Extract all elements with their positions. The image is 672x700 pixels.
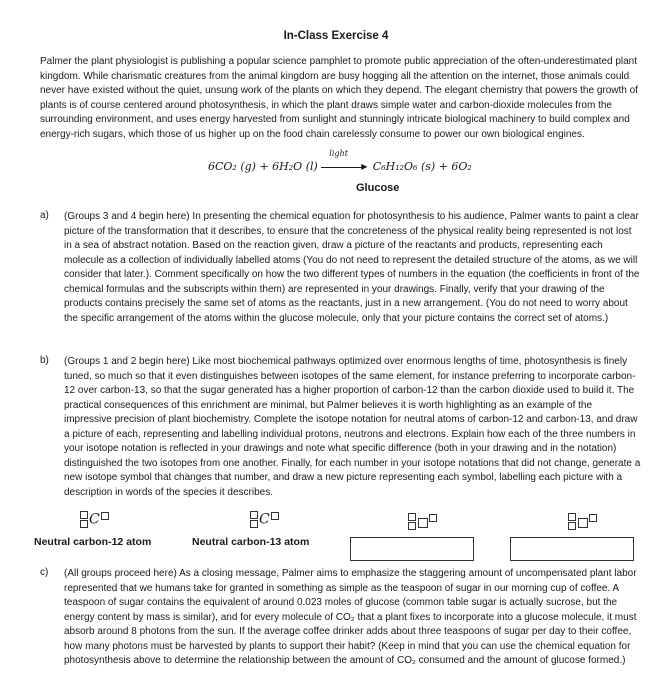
charge-box[interactable] xyxy=(101,512,109,520)
c13-label: Neutral carbon-13 atom xyxy=(192,536,310,548)
element-box[interactable] xyxy=(578,518,588,528)
c12-label: Neutral carbon-12 atom xyxy=(34,536,152,548)
exercise-title: In-Class Exercise 4 xyxy=(283,30,389,42)
charge-box[interactable] xyxy=(271,512,279,520)
glucose-label: Glucose xyxy=(356,182,400,194)
question-b-label: b) xyxy=(40,355,49,366)
atomic-number-box[interactable] xyxy=(568,522,576,530)
mass-number-box[interactable] xyxy=(568,513,576,521)
reaction-arrow-icon: light ▶ xyxy=(321,161,369,173)
atomic-number-box[interactable] xyxy=(408,522,416,530)
atomic-number-box[interactable] xyxy=(80,520,88,528)
equation-reactants: 6CO₂ (g) + 6H₂O (l) xyxy=(208,160,318,173)
intro-paragraph: Palmer the plant physiologist is publishing a popular science pamphlet to promote public appreciation of the often-underestimated plant kingdom. While charismatic creatures from the animal kingdom are busy hogging all the attention on the internet, those animals could never have existed without the quiet, unsung work of the plants on which they depend. The elegant chemistry that powers the growth of plants is of course centered around photosynthesis, in which the plant draws simple water and carbon-dioxide molecules from the surrounding environment, and uses energy harvested from sunlight and stunningly intricate biological machinery to build complex and energy-rich sugars, which those of us higher up on the food chain carelessly consume to power our own biological engines. xyxy=(40,56,638,140)
question-a-text: (Groups 3 and 4 begin here) In presenting the chemical equation for photosynthesis to his audience, Palmer wants to paint a clear picture of the transformation that it describes, to ensure that the concreteness of the physical reality being represented is not lost in a sea of abstract notation. Based on the reaction given, draw a picture of the reactants and products, representing each molecule as a collection of individually labelled atoms (You do not need to represent the detailed structure of the atoms, as we will consider that later.). Comment specifically on how the two different types of numbers in the equation (the coefficients in front of the chemical formulas and the subscripts within them) are represented in your drawings. Finally, verify that your drawing of the products contains precisely the same set of atoms as the reactants, just in a new arrangement. (You do not need to worry about the specific arrangement of the atoms within the glucose molecule, only that your picture contains the correct set of atoms.) xyxy=(64,211,640,324)
question-b-text: (Groups 1 and 2 begin here) Like most biochemical pathways optimized over enormous lengths of time, photosynthesis is finely tuned, so much so that it even distinguishes between isotopes of the same element, for instance preferring to incorporate carbon-12 over carbon-13, so that the sugar generated has a higher proportion of carbon-12 than the carbon dioxide used to build it. The practical consequences of this enrichment are minimal, but Palmer believes it is worth highlighting as an example of the impressive precision of plant biochemistry. Complete the isotope notation for neutral atoms of carbon-12 and carbon-13, and draw a picture of each, representing and labelling individual protons, neutrons and electrons. Explain how each of the three numbers in your isotope notation is reflected in your drawings and note what specific difference (both in your drawing and in the notation) distinguished the two isotopes from one another. Finally, for each number in your isotope notations that did not change, generate a new isotope symbol that changes that number, and draw a new picture representing each symbol, labelling each picture with a description in words of the species it describes. xyxy=(64,356,641,498)
question-c-text: (All groups proceed here) As a closing message, Palmer aims to emphasize the staggering amount of uncompensated plant labor represented that we humans take for granted in something as simple as the teaspoon of sugar in our morning cup of coffee. A teaspoon of sugar contains the equivalent of around 0.023 moles of glucose (common table sugar is actually sucrose, but the energy content by mass is similar), and for every molecule of CO₂ that a plant fixes to incorporate into a glucose molecule, it must absorb around 8 photons from the sun. If the average coffee drinker adds about three teaspoons of sugar per day to their coffee, how many photons must be harvested by plants to support their habit? (Keep in mind that you can use the chemical equation for photosynthesis above to determine the relationship between the amount of CO₂ consumed and the amount of glucose formed.) xyxy=(64,568,637,666)
question-c-label: c) xyxy=(40,567,49,578)
atomic-number-box[interactable] xyxy=(250,520,258,528)
arrow-label: light xyxy=(329,149,348,158)
mass-number-box[interactable] xyxy=(80,511,88,519)
mass-number-box[interactable] xyxy=(250,511,258,519)
species-description-box-2[interactable] xyxy=(510,537,634,561)
question-a-label: a) xyxy=(40,210,49,221)
element-box[interactable] xyxy=(418,518,428,528)
photosynthesis-equation xyxy=(208,149,472,173)
charge-box[interactable] xyxy=(429,514,437,522)
isotope-symbol-c13: C xyxy=(250,510,279,529)
charge-box[interactable] xyxy=(589,514,597,522)
isotope-symbol-blank-2 xyxy=(568,512,597,531)
isotope-symbol-c12: C xyxy=(80,510,109,529)
species-description-box-1[interactable] xyxy=(350,537,474,561)
mass-number-box[interactable] xyxy=(408,513,416,521)
equation-products: C₆H₁₂O₆ (s) + 6O₂ xyxy=(372,160,472,173)
isotope-symbol-blank-1 xyxy=(408,512,437,531)
